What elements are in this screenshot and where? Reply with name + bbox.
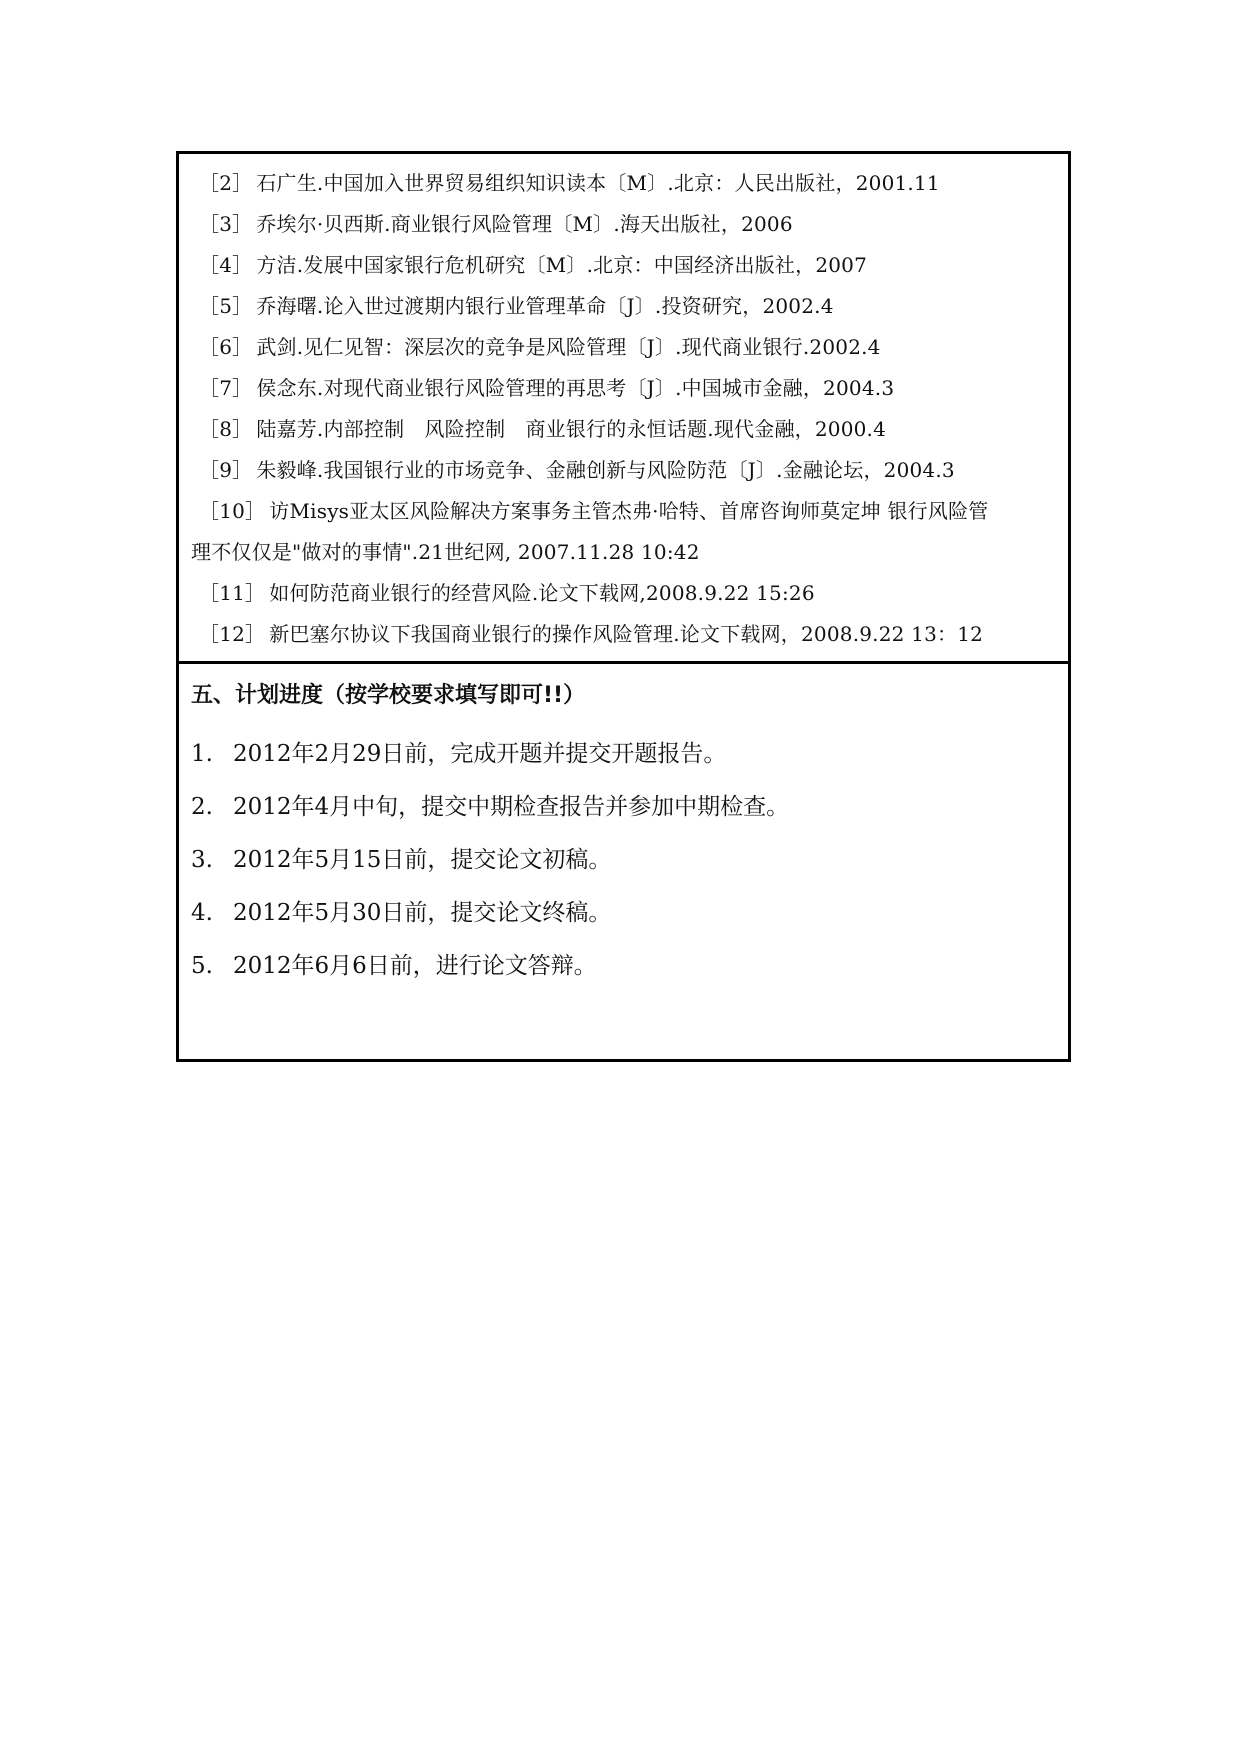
reference-item [191, 614, 1056, 655]
reference-text: 石广生.中国加入世界贸易组织知识读本〔M〕.北京：人民出版社，2001.11 [256, 171, 940, 195]
reference-number: ［8］ [199, 417, 253, 441]
reference-text: 朱毅峰.我国银行业的市场竞争、金融创新与风险防范〔J〕.金融论坛，2004.3 [256, 458, 955, 482]
reference-number: ［10］ [199, 499, 266, 523]
reference-item [191, 163, 1056, 204]
plan-item-text: 2012年5月30日前，提交论文终稿。 [233, 900, 612, 926]
plan-item-index: 2. [191, 794, 213, 820]
reference-text: 武剑.见仁见智：深层次的竞争是风险管理〔J〕.现代商业银行.2002.4 [256, 335, 881, 359]
reference-item [191, 368, 1056, 409]
plan-item-text: 2012年6月6日前，进行论文答辩。 [233, 953, 597, 979]
reference-item [191, 327, 1056, 368]
plan-item-text: 2012年5月15日前，提交论文初稿。 [233, 847, 612, 873]
reference-text: 乔海曙.论入世过渡期内银行业管理革命〔J〕.投资研究，2002.4 [256, 294, 834, 318]
reference-item [191, 286, 1056, 327]
plan-item-text: 2012年4月中旬，提交中期检查报告并参加中期检查。 [233, 794, 790, 820]
reference-text: 访Misys亚太区风险解决方案事务主管杰弗·哈特、首席咨询师莫定坤 银行风险管 [269, 499, 989, 523]
plan-item-index: 5. [191, 953, 213, 979]
reference-text: 新巴塞尔协议下我国商业银行的操作风险管理.论文下载网，2008.9.22 13：12 [269, 622, 984, 646]
plan-item [191, 834, 1056, 887]
reference-text: 如何防范商业银行的经营风险.论文下载网,2008.9.22 15:26 [269, 581, 815, 605]
reference-item [191, 204, 1056, 245]
plan-section [179, 664, 1068, 1059]
plan-item-index: 3. [191, 847, 213, 873]
reference-item [191, 573, 1056, 614]
reference-item [191, 409, 1056, 450]
plan-item-index: 4. [191, 900, 213, 926]
reference-number: ［9］ [199, 458, 253, 482]
plan-item [191, 940, 1056, 993]
reference-number: ［12］ [199, 622, 266, 646]
reference-number: ［4］ [199, 253, 253, 277]
reference-item [191, 450, 1056, 491]
plan-item-text: 2012年2月29日前，完成开题并提交开题报告。 [233, 741, 727, 767]
plan-item-index: 1. [191, 741, 213, 767]
reference-text: 侯念东.对现代商业银行风险管理的再思考〔J〕.中国城市金融，2004.3 [256, 376, 895, 400]
reference-number: ［5］ [199, 294, 253, 318]
plan-item [191, 728, 1056, 781]
reference-number: ［6］ [199, 335, 253, 359]
reference-text: 陆嘉芳.内部控制 风险控制 商业银行的永恒话题.现代金融，2000.4 [256, 417, 887, 441]
plan-title: 五、计划进度（按学校要求填写即可!!） [191, 683, 586, 708]
reference-number: ［3］ [199, 212, 253, 236]
plan-item [191, 781, 1056, 834]
reference-text: 乔埃尔·贝西斯.商业银行风险管理〔M〕.海天出版社，2006 [256, 212, 793, 236]
reference-number: ［7］ [199, 376, 253, 400]
reference-number: ［11］ [199, 581, 266, 605]
reference-item [191, 491, 1056, 532]
reference-item [191, 245, 1056, 286]
document-table [176, 151, 1071, 1062]
reference-text: 方洁.发展中国家银行危机研究〔M〕.北京：中国经济出版社，2007 [256, 253, 868, 277]
reference-number: ［2］ [199, 171, 253, 195]
references-section [179, 154, 1068, 664]
plan-item [191, 887, 1056, 940]
reference-continuation: 理不仅仅是"做对的事情".21世纪网, 2007.11.28 10:42 [191, 540, 700, 564]
